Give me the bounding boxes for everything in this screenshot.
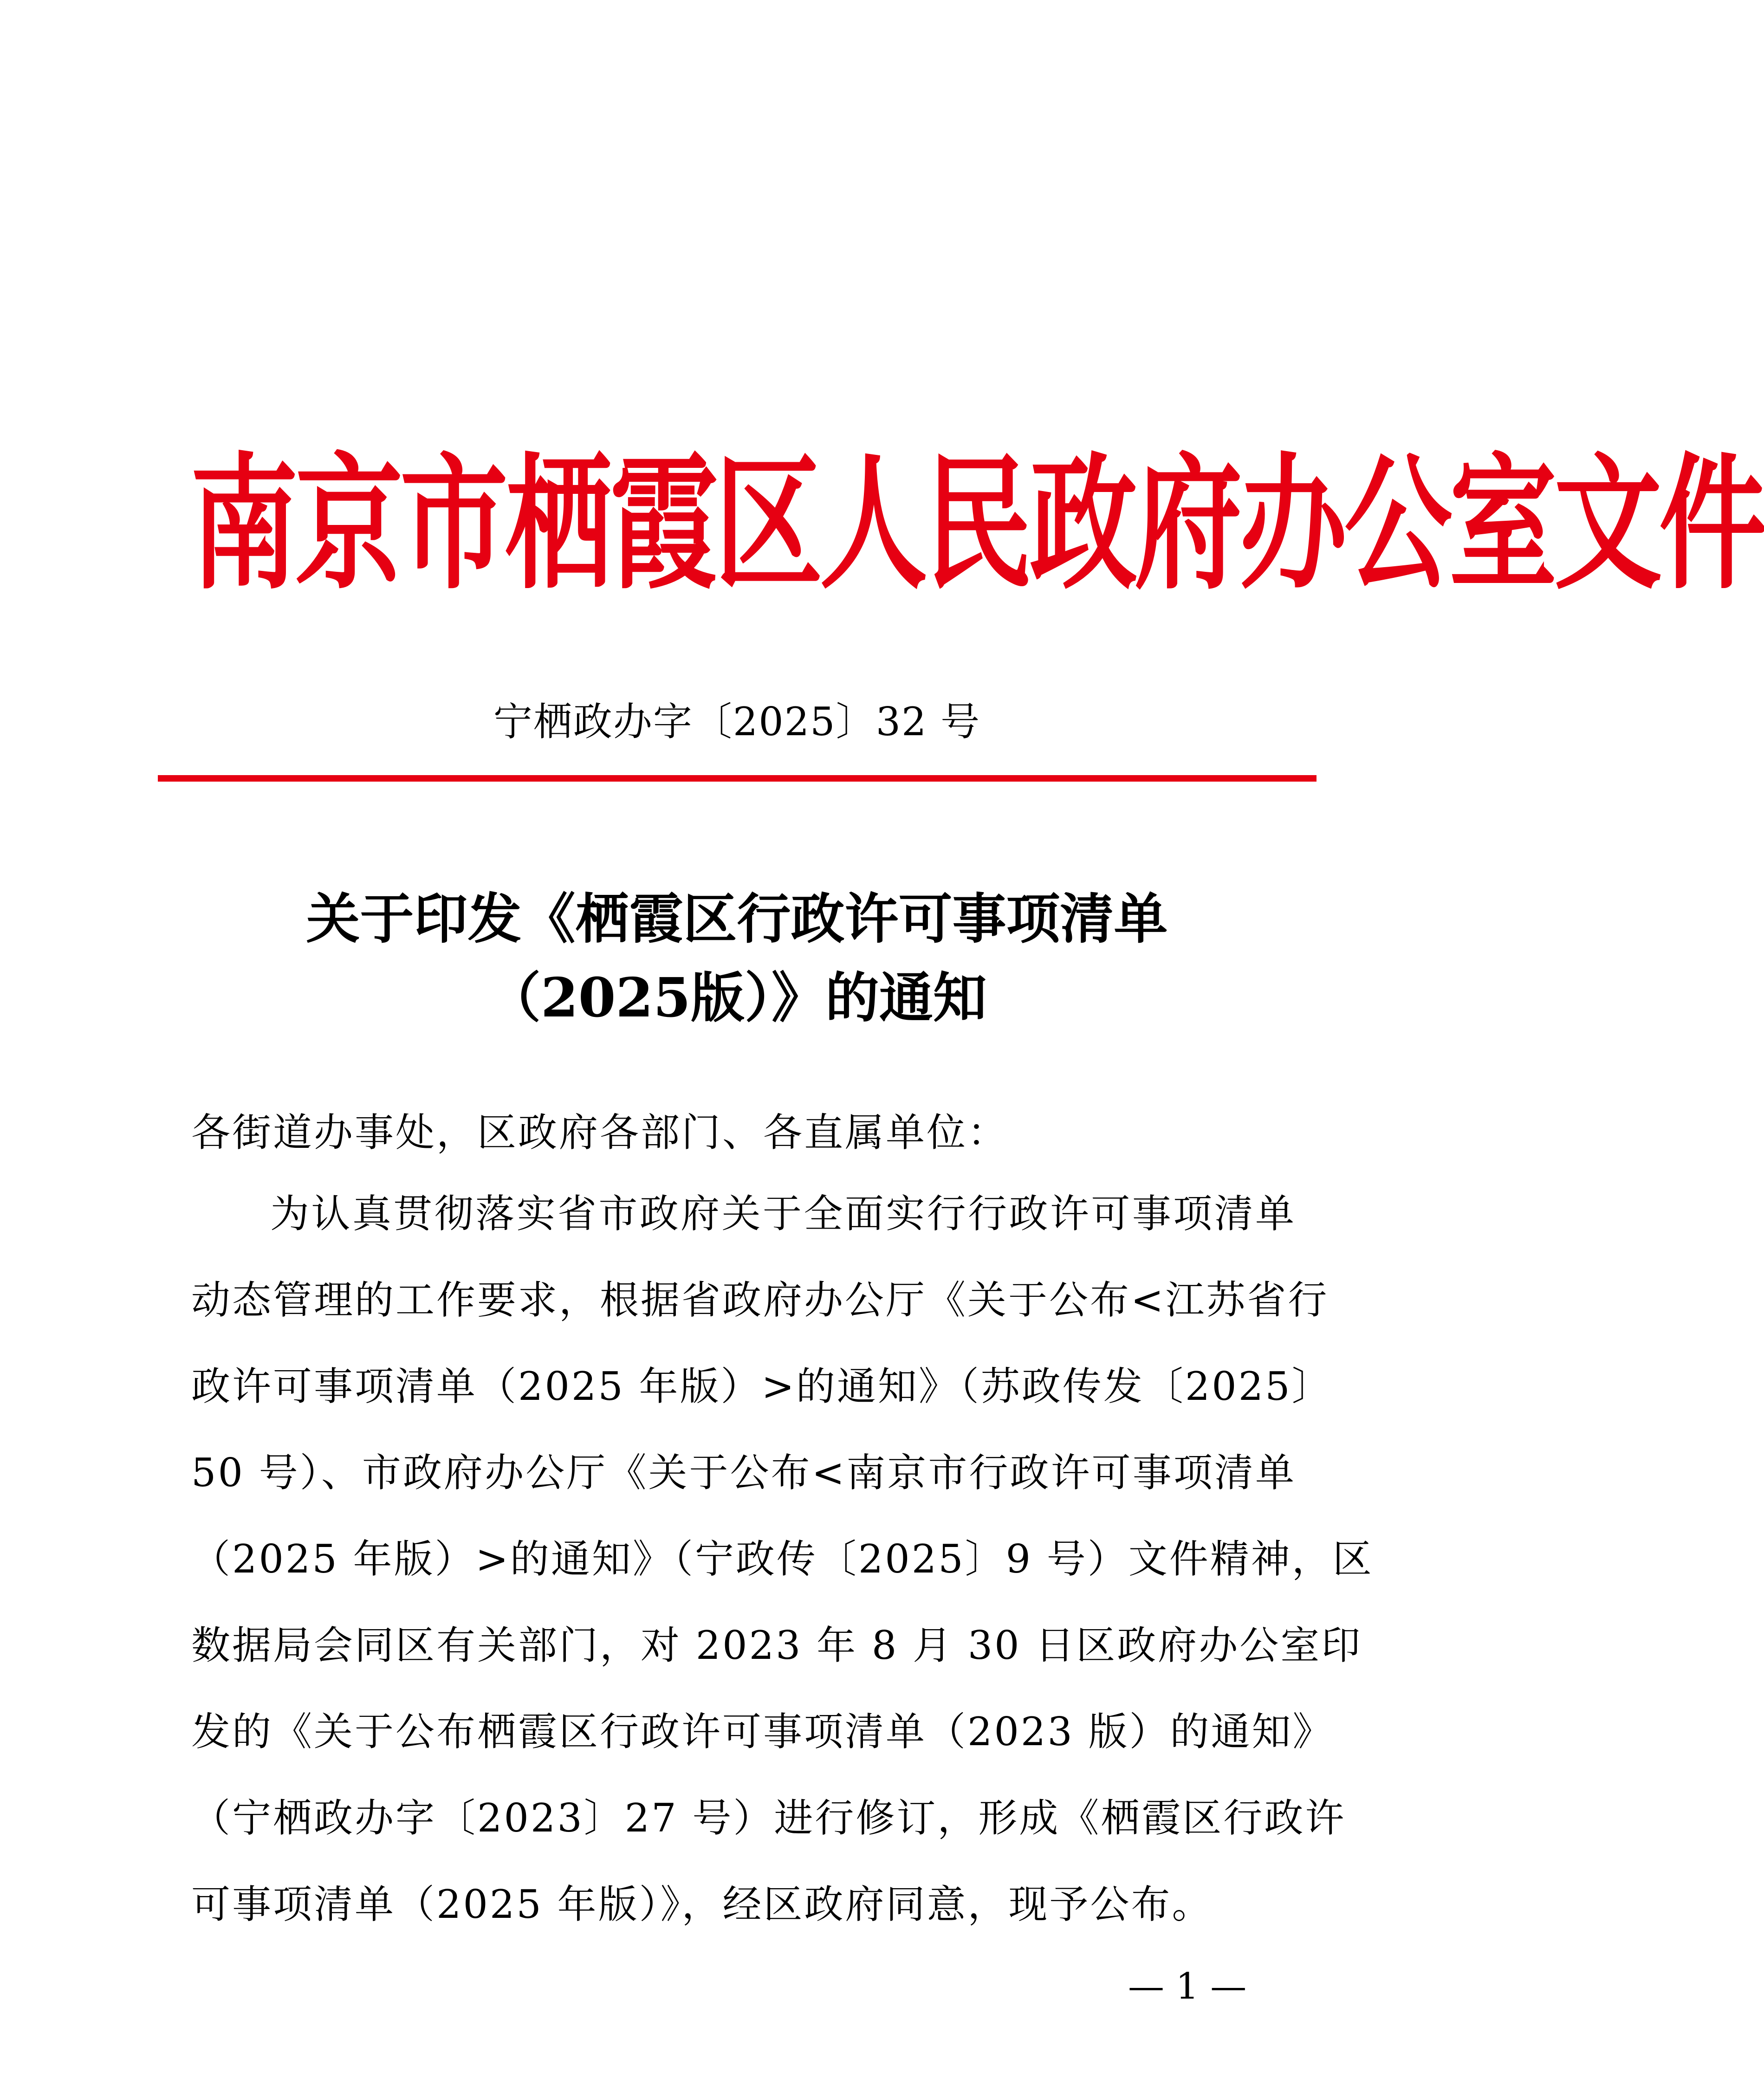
- body-line: 为认真贯彻落实省市政府关于全面实行行政许可事项清单: [270, 1191, 1296, 1236]
- body-line: 政许可事项清单（2025 年版）>的通知》（苏政传发〔2025〕: [191, 1364, 1333, 1409]
- red-divider-line: [158, 775, 1317, 782]
- body-line: 发的《关于公布栖霞区行政许可事项清单（2023 版）的通知》: [191, 1709, 1334, 1754]
- body-paragraph: [191, 1188, 1374, 1965]
- body-line: 可事项清单（2025 年版）》，经区政府同意，现予公布。: [191, 1882, 1213, 1927]
- body-line: 数据局会同区有关部门，对 2023 年 8 月 30 日区政府办公室印: [191, 1623, 1362, 1668]
- document-number: 宁栖政办字〔2025〕32 号: [493, 699, 981, 744]
- document-title: [0, 880, 1474, 1037]
- document-title-line-1: 关于印发《栖霞区行政许可事项清单: [306, 887, 1168, 951]
- body-line: （2025 年版）>的通知》（宁政传〔2025〕9 号）文件精神，区: [191, 1536, 1374, 1582]
- body-line: 50 号）、市政府办公厅《关于公布<南京市行政许可事项清单: [191, 1450, 1296, 1495]
- document-title-line-2: （2025版）》的通知: [487, 966, 987, 1029]
- salutation: 各街道办事处，区政府各部门、各直属单位：: [191, 1110, 1009, 1155]
- body-line: 动态管理的工作要求，根据省政府办公厅《关于公布<江苏省行: [191, 1277, 1329, 1323]
- red-masthead-title: 南京市栖霞区人民政府办公室文件: [190, 440, 1764, 609]
- page-number: — 1 —: [1128, 1966, 1247, 2007]
- body-line: （宁栖政办字〔2023〕27 号）进行修订，形成《栖霞区行政许: [191, 1795, 1346, 1841]
